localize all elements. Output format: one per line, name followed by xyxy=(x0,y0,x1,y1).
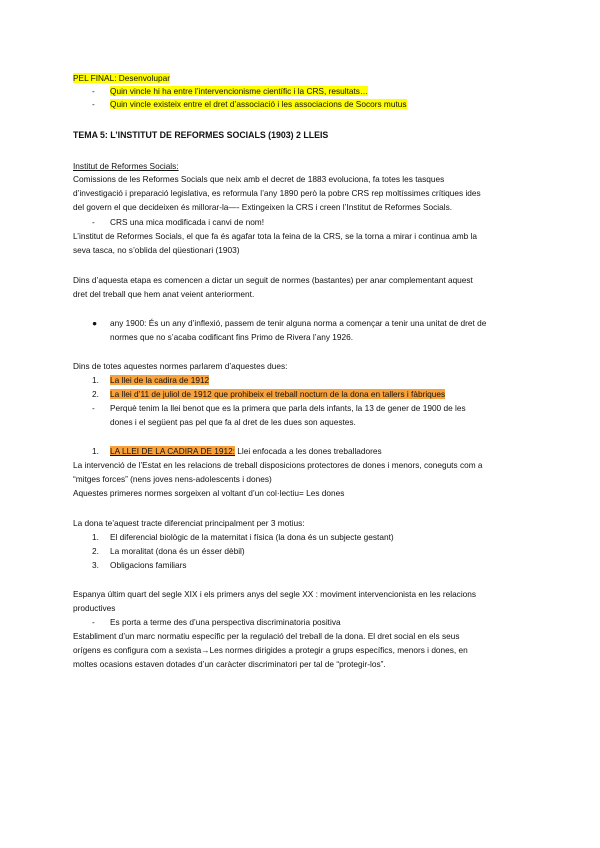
paragraph-line: Establiment d’un marc normatiu específic per la regulació del treball de la dona. El dret social en els seus xyxy=(73,631,460,641)
paragraph-line: productives xyxy=(73,603,116,613)
cadira-rest: Llei enfocada a les dones treballadores xyxy=(234,446,382,456)
paragraph-line: Dins d’aquesta etapa es comencen a dictar un seguit de normes (bastantes) per anar complementant aquest xyxy=(73,275,473,285)
tracte-intro: La dona te’aquest tracte diferenciat principalment per 3 motius: xyxy=(73,518,305,528)
list-number: 1. xyxy=(92,375,99,385)
paragraph-line: del govern el que decideixen és millorar-la—- Extingeixen la CRS i creen l’Institut de Reformes Socials. xyxy=(73,202,453,212)
paragraph-line: d’investigació i preparació legislativa, es reformula l’any 1890 però la pobre CRS rep moltíssimes crítiques ides xyxy=(73,188,481,198)
norma-item xyxy=(110,389,445,400)
paragraph-line: Comissions de les Reformes Socials que neix amb el decret de 1883 evoluciona, fa totes les tasques xyxy=(73,174,445,184)
dash-marker: - xyxy=(92,86,95,96)
dash-item: Es porta a terme des d’una perspectiva discriminatoria positiva xyxy=(110,617,341,627)
pel-final-title-text: PEL FINAL: Desenvolupar xyxy=(73,73,170,83)
bullet-marker: ● xyxy=(92,318,98,328)
institut-subheading: Institut de Reformes Socials: xyxy=(73,161,179,171)
bullet-line: any 1900: És un any d’inflexió, passem de tenir alguna norma a començar a tenir una unitat de dret de xyxy=(110,318,487,328)
dash-marker: - xyxy=(92,403,95,413)
tema-heading: TEMA 5: L’INSTITUT DE REFORMES SOCIALS (1903) 2 LLEIS xyxy=(73,130,329,140)
pel-final-item-text: Quin vincle existeix entre el dret d’associació i les associacions de Socors mutus xyxy=(110,99,407,109)
tracte-item: Obligacions familiars xyxy=(110,560,187,570)
paragraph-line: “mitges forces” (nens joves nens-adolescents i dones) xyxy=(73,474,272,484)
cadira-label: LA LLEI DE LA CADIRA DE 1912: xyxy=(110,446,235,456)
list-number: 1. xyxy=(92,532,99,542)
dash-marker: - xyxy=(92,99,95,109)
list-number: 1. xyxy=(92,446,99,456)
pel-final-item xyxy=(110,99,407,110)
dash-item: dones i el següent pas pel que fa al dret de les dues son aquestes. xyxy=(110,417,356,427)
tracte-item: La moralitat (dona és un ésser dèbil) xyxy=(110,546,245,556)
list-number: 2. xyxy=(92,546,99,556)
dash-item: CRS una mica modificada i canvi de nom! xyxy=(110,217,265,227)
paragraph-line: seva tasca, no s’oblida del qüestionari (1903) xyxy=(73,245,240,255)
cadira-heading xyxy=(110,446,382,457)
dash-marker: - xyxy=(92,617,95,627)
bullet-line: normes que no s’acaba codificant fins Primo de Rivera l’any 1926. xyxy=(110,332,354,342)
normes-intro: Dins de totes aquestes normes parlarem d’aquestes dues: xyxy=(73,361,288,371)
dash-marker: - xyxy=(92,217,95,227)
pel-final-title xyxy=(73,73,170,84)
norma-item xyxy=(110,375,209,386)
norma-item-text: La llei d’11 de juliol de 1912 que prohibeix el treball nocturn de la dona en tallers i fàbriques xyxy=(110,389,446,399)
list-number: 2. xyxy=(92,389,99,399)
pel-final-item xyxy=(110,86,368,97)
tracte-item: El diferencial biològic de la maternitat i física (la dona és un subjecte gestant) xyxy=(110,532,394,542)
pel-final-item-text: Quin vincle hi ha entre l’intervencionisme científic i la CRS, resultats… xyxy=(110,86,369,96)
paragraph-line: L’institut de Reformes Socials, el que fa és agafar tota la feina de la CRS, se la torna a mirar i continua amb la xyxy=(73,231,477,241)
list-number: 3. xyxy=(92,560,99,570)
paragraph-line: moltes ocasions estaven dotades d’un caràcter discriminatori per tal de “protegir-los”. xyxy=(73,659,386,669)
paragraph-line: orígens es configura com a sexista→Les normes dirigides a protegir a grups específics, menors i dones, en xyxy=(73,645,468,655)
paragraph-line: La intervenció de l’Estat en les relacions de treball disposicions protectores de dones i menors, coneguts com a xyxy=(73,460,483,470)
paragraph-line: Espanya últim quart del segle XIX i els primers anys del segle XX : moviment intervencionista en les relacions xyxy=(73,589,477,599)
norma-item-text: La llei de la cadira de 1912 xyxy=(110,375,210,385)
dash-item: Perquè tenim la llei benot que es la primera que parla dels infants, la 13 de gener de 1900 de les xyxy=(110,403,466,413)
paragraph-line: dret del treball que hem anat veient anteriorment. xyxy=(73,289,255,299)
paragraph-line: Aquestes primeres normes sorgeixen al voltant d’un col·lectiu= Les dones xyxy=(73,488,345,498)
